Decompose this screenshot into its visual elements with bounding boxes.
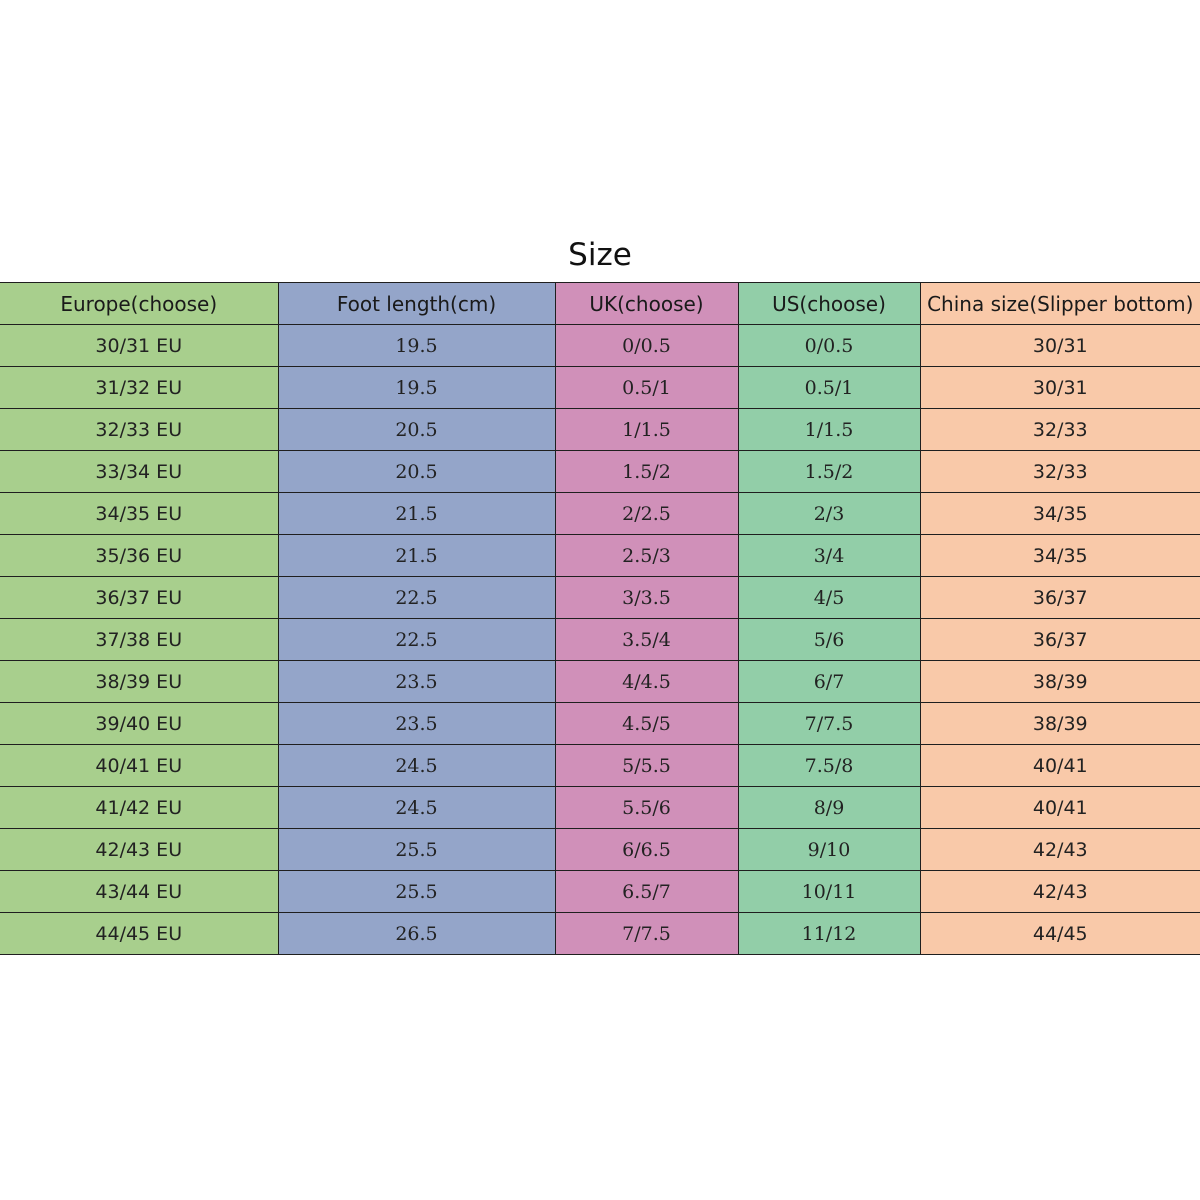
cell-foot-length: 22.5	[278, 577, 555, 619]
cell-europe: 41/42 EU	[0, 787, 278, 829]
cell-us: 6/7	[738, 661, 920, 703]
cell-europe: 32/33 EU	[0, 409, 278, 451]
cell-china: 34/35	[920, 493, 1200, 535]
cell-foot-length: 21.5	[278, 493, 555, 535]
cell-us: 0.5/1	[738, 367, 920, 409]
cell-china: 38/39	[920, 703, 1200, 745]
cell-uk: 6/6.5	[555, 829, 738, 871]
cell-us: 4/5	[738, 577, 920, 619]
cell-europe: 34/35 EU	[0, 493, 278, 535]
column-header-china: China size(Slipper bottom)	[920, 283, 1200, 325]
cell-us: 7/7.5	[738, 703, 920, 745]
size-chart-table	[0, 282, 1200, 955]
table-row	[0, 703, 1200, 745]
cell-europe: 37/38 EU	[0, 619, 278, 661]
table-row	[0, 493, 1200, 535]
column-header-foot-length: Foot length(cm)	[278, 283, 555, 325]
cell-china: 42/43	[920, 829, 1200, 871]
column-header-uk: UK(choose)	[555, 283, 738, 325]
table-row	[0, 409, 1200, 451]
table-row	[0, 367, 1200, 409]
cell-uk: 6.5/7	[555, 871, 738, 913]
cell-china: 36/37	[920, 619, 1200, 661]
cell-foot-length: 22.5	[278, 619, 555, 661]
cell-europe: 42/43 EU	[0, 829, 278, 871]
cell-us: 3/4	[738, 535, 920, 577]
cell-foot-length: 23.5	[278, 661, 555, 703]
cell-foot-length: 24.5	[278, 745, 555, 787]
cell-europe: 43/44 EU	[0, 871, 278, 913]
table-row	[0, 661, 1200, 703]
cell-us: 1/1.5	[738, 409, 920, 451]
table-row	[0, 535, 1200, 577]
cell-china: 32/33	[920, 451, 1200, 493]
cell-foot-length: 19.5	[278, 325, 555, 367]
cell-uk: 5/5.5	[555, 745, 738, 787]
cell-uk: 0.5/1	[555, 367, 738, 409]
table-row	[0, 829, 1200, 871]
cell-uk: 5.5/6	[555, 787, 738, 829]
cell-uk: 3/3.5	[555, 577, 738, 619]
cell-china: 44/45	[920, 913, 1200, 955]
table-row	[0, 577, 1200, 619]
cell-europe: 39/40 EU	[0, 703, 278, 745]
cell-us: 10/11	[738, 871, 920, 913]
table-row	[0, 913, 1200, 955]
cell-uk: 4.5/5	[555, 703, 738, 745]
cell-china: 42/43	[920, 871, 1200, 913]
cell-foot-length: 20.5	[278, 409, 555, 451]
cell-china: 40/41	[920, 787, 1200, 829]
cell-europe: 33/34 EU	[0, 451, 278, 493]
cell-europe: 38/39 EU	[0, 661, 278, 703]
cell-uk: 1/1.5	[555, 409, 738, 451]
cell-china: 32/33	[920, 409, 1200, 451]
table-body	[0, 325, 1200, 955]
cell-us: 5/6	[738, 619, 920, 661]
cell-foot-length: 24.5	[278, 787, 555, 829]
header-row	[0, 283, 1200, 325]
cell-europe: 31/32 EU	[0, 367, 278, 409]
cell-foot-length: 21.5	[278, 535, 555, 577]
cell-foot-length: 25.5	[278, 829, 555, 871]
cell-uk: 1.5/2	[555, 451, 738, 493]
cell-china: 36/37	[920, 577, 1200, 619]
cell-china: 40/41	[920, 745, 1200, 787]
cell-europe: 40/41 EU	[0, 745, 278, 787]
page-title: Size	[568, 237, 632, 273]
column-header-us: US(choose)	[738, 283, 920, 325]
cell-us: 0/0.5	[738, 325, 920, 367]
cell-china: 38/39	[920, 661, 1200, 703]
cell-china: 30/31	[920, 367, 1200, 409]
cell-us: 9/10	[738, 829, 920, 871]
cell-us: 11/12	[738, 913, 920, 955]
cell-uk: 3.5/4	[555, 619, 738, 661]
table-row	[0, 451, 1200, 493]
cell-uk: 2/2.5	[555, 493, 738, 535]
cell-europe: 36/37 EU	[0, 577, 278, 619]
cell-foot-length: 25.5	[278, 871, 555, 913]
table-row	[0, 787, 1200, 829]
cell-us: 2/3	[738, 493, 920, 535]
cell-foot-length: 19.5	[278, 367, 555, 409]
table-row	[0, 325, 1200, 367]
table-row	[0, 619, 1200, 661]
table-row	[0, 745, 1200, 787]
cell-europe: 30/31 EU	[0, 325, 278, 367]
cell-foot-length: 20.5	[278, 451, 555, 493]
cell-foot-length: 23.5	[278, 703, 555, 745]
cell-europe: 35/36 EU	[0, 535, 278, 577]
column-header-europe: Europe(choose)	[0, 283, 278, 325]
cell-uk: 4/4.5	[555, 661, 738, 703]
cell-uk: 7/7.5	[555, 913, 738, 955]
cell-china: 30/31	[920, 325, 1200, 367]
cell-europe: 44/45 EU	[0, 913, 278, 955]
cell-uk: 0/0.5	[555, 325, 738, 367]
cell-us: 7.5/8	[738, 745, 920, 787]
cell-us: 8/9	[738, 787, 920, 829]
cell-us: 1.5/2	[738, 451, 920, 493]
table-row	[0, 871, 1200, 913]
cell-china: 34/35	[920, 535, 1200, 577]
cell-uk: 2.5/3	[555, 535, 738, 577]
cell-foot-length: 26.5	[278, 913, 555, 955]
